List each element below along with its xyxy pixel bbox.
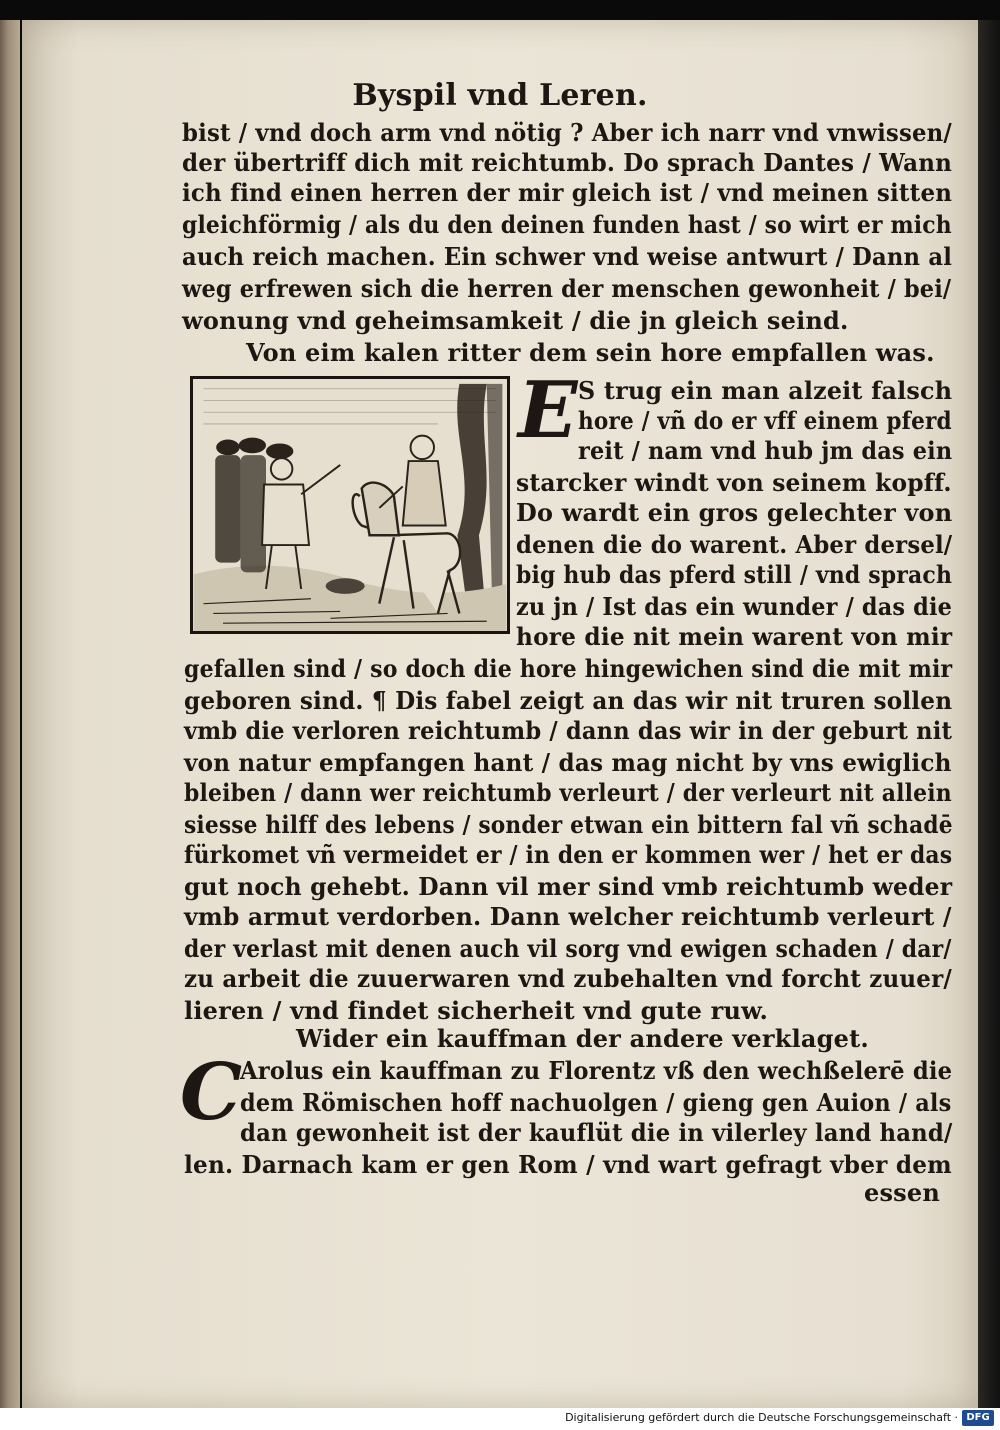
text-line: von natur empfangen hant / das mag nicht by vns ewiglich (184, 748, 952, 777)
text-line: wonung vnd geheimsamkeit / die jn gleich seind. (182, 306, 849, 335)
text-line: vmb armut verdorben. Dann welcher reichtumb verleurt / (184, 902, 952, 931)
text-line: bist / vnd doch arm vnd nötig ? Aber ich narr vnd vnwissen/ (182, 118, 952, 147)
text-line: gefallen sind / so doch die hore hingewichen sind die mit mir (184, 654, 953, 683)
scan-border-right (978, 20, 1000, 1408)
footer-bar (0, 1408, 1000, 1430)
decorated-initial: E (518, 365, 578, 456)
text-line: bleiben / dann wer reichtumb verleurt / der verleurt nit allein (184, 778, 952, 807)
funding-notice: Digitalisierung gefördert durch die Deutsche Forschungsgemeinschaft · (565, 1411, 958, 1424)
text-line: geboren sind. ¶ Dis fabel zeigt an das wir nit truren sollen (184, 686, 953, 715)
text-line: gut noch gehebt. Dann vil mer sind vmb reichtumb weder (184, 872, 953, 901)
text-line: dan gewonheit ist der kauflüt die in vilerley land hand/ (240, 1118, 953, 1147)
text-line: zu jn / Ist das ein wunder / das die (516, 592, 953, 621)
text-line: Arolus ein kauffman zu Florentz vß den wechßelerē die (240, 1056, 953, 1085)
text-line: siesse hilff des lebens / sonder etwan ein bittern fal vñ schadē (184, 810, 953, 839)
text-line: reit / nam vnd hub jm das ein (578, 436, 953, 465)
text-line: ich find einen herren der mir gleich ist / vnd meinen sitten (182, 178, 953, 207)
text-line: hore die nit mein warent von mir (516, 622, 953, 651)
text-line: vmb die verloren reichtumb / dann das wir in der geburt nit (184, 716, 953, 745)
text-line: gleichförmig / als du den deinen funden hast / so wirt er mich (182, 210, 952, 239)
text-line: big hub das pferd still / vnd sprach (516, 560, 953, 589)
text-line: dem Römischen hoff nachuolgen / gieng gen Auion / als (240, 1088, 952, 1117)
text-line: fürkomet vñ vermeidet er / in den er kommen wer / het er das (184, 840, 953, 869)
section-title: Wider ein kauffman der andere verklaget. (296, 1024, 869, 1053)
catchword: essen (864, 1178, 941, 1207)
dfg-logo-icon: DFG (962, 1410, 994, 1426)
text-line: auch reich machen. Ein schwer vnd weise antwurt / Dann al (182, 242, 953, 271)
text-line: zu arbeit die zuuerwaren vnd zubehalten vnd forcht zuuer/ (184, 964, 953, 993)
text-line: der übertriff dich mit reichtumb. Do sprach Dantes / Wann (182, 148, 953, 177)
text-line: lieren / vnd findet sicherheit vnd gute ruw. (184, 996, 769, 1025)
text-line: starcker windt von seinem kopff. (516, 468, 952, 497)
text-line: der verlast mit denen auch vil sorg vnd ewigen schaden / dar/ (184, 934, 952, 963)
text-line: Do wardt ein gros gelechter von (516, 498, 953, 527)
woodcut-illustration (190, 376, 510, 634)
running-header: Byspil vnd Leren. (352, 78, 648, 113)
section-title: Von eim kalen ritter dem sein hore empfallen was. (246, 338, 935, 367)
text-line: len. Darnach kam er gen Rom / vnd wart gefragt vber dem (184, 1150, 952, 1179)
text-line: denen die do warent. Aber dersel/ (516, 530, 953, 559)
previous-page-edge (0, 20, 20, 1408)
text-line: weg erfrewen sich die herren der menschen gewonheit / bei/ (182, 274, 952, 303)
text-line: hore / vñ do er vff einem pferd (578, 406, 952, 435)
decorated-initial: C (180, 1047, 243, 1138)
text-line: S trug ein man alzeit falsch (578, 376, 953, 405)
